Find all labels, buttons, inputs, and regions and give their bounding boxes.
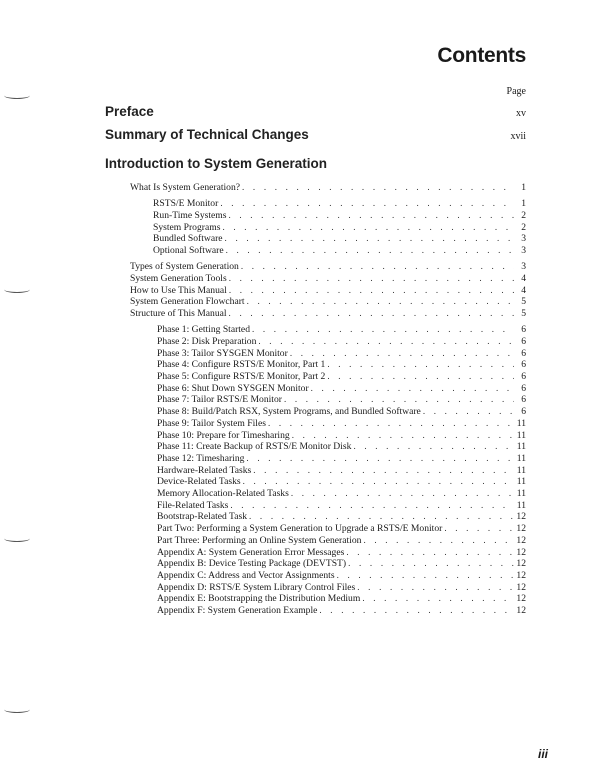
toc-entry <box>157 405 526 417</box>
toc-entry-page: 11 <box>516 452 526 464</box>
toc-entry <box>157 358 526 370</box>
toc-entry-title: File-Related Tasks <box>157 499 229 511</box>
dot-leader <box>327 358 514 370</box>
toc-entry-page: 11 <box>516 441 526 453</box>
dot-leader <box>284 393 514 405</box>
page-column-label: Page <box>506 86 526 97</box>
toc-entry-title: Appendix C: Address and Vector Assignments <box>157 569 335 581</box>
toc-entry-page: 12 <box>516 605 526 616</box>
dot-leader <box>229 284 514 296</box>
section-introduction <box>105 156 526 171</box>
dot-leader <box>290 347 514 359</box>
toc-entry <box>157 382 526 394</box>
dot-leader <box>258 335 514 347</box>
toc-entry-page: 11 <box>516 417 526 429</box>
toc-entry-title: Bundled Software <box>153 233 223 245</box>
section-page: xvii <box>510 131 526 142</box>
toc-entry-title: Phase 4: Configure RSTS/E Monitor, Part 1 <box>157 359 326 371</box>
dot-leader <box>220 197 514 209</box>
toc-entry-page: 11 <box>516 499 526 511</box>
toc-entry <box>157 429 526 441</box>
margin-mark <box>4 706 30 713</box>
toc-entry <box>153 209 526 221</box>
toc-entry <box>157 487 526 499</box>
toc-entry-page: 12 <box>516 569 526 581</box>
toc-entry-title: What Is System Generation? <box>130 182 241 193</box>
section-title: Summary of Technical Changes <box>105 127 309 142</box>
toc-entry-title: Appendix E: Bootstrapping the Distribution Medium <box>157 593 361 605</box>
dot-leader <box>311 382 514 394</box>
toc-entry <box>130 260 526 272</box>
toc-entry-page: 12 <box>516 523 526 535</box>
toc-entry-title: System Generation Flowchart <box>130 296 245 308</box>
toc-entry-title: Structure of This Manual <box>130 308 227 319</box>
margin-mark <box>4 286 30 293</box>
toc-entry-page: 6 <box>521 347 526 359</box>
toc-entry <box>157 347 526 359</box>
toc-entry <box>157 569 526 581</box>
toc-entry <box>153 232 526 244</box>
toc-entry-title: Phase 5: Configure RSTS/E Monitor, Part 2 <box>157 371 326 382</box>
toc-entry-page: 12 <box>516 511 526 523</box>
toc-entry-page: 3 <box>521 245 526 256</box>
toc-entry-page: 12 <box>516 593 526 605</box>
dot-leader <box>346 546 514 558</box>
dot-leader <box>226 244 514 256</box>
toc-entry-page: 4 <box>521 272 526 284</box>
dot-leader <box>362 592 514 604</box>
dot-leader <box>327 370 514 382</box>
dot-leader <box>249 510 514 522</box>
dot-leader <box>230 499 514 511</box>
toc-entry <box>157 499 526 511</box>
margin-mark <box>4 92 30 99</box>
dot-leader <box>229 307 514 319</box>
toc-entry-title: How to Use This Manual <box>130 284 227 296</box>
toc-entry-title: Optional Software <box>153 245 224 256</box>
toc-entry-title: Device-Related Tasks <box>157 476 241 488</box>
toc-entry <box>157 440 526 452</box>
toc-entry <box>153 197 526 209</box>
toc-entry <box>157 522 526 534</box>
section-title: Introduction to System Generation <box>105 156 328 171</box>
margin-mark <box>4 535 30 542</box>
toc-entry-page: 2 <box>521 209 526 221</box>
dot-leader <box>242 181 514 193</box>
toc-entry <box>157 464 526 476</box>
dot-leader <box>348 557 514 569</box>
dot-leader <box>247 295 514 307</box>
toc-entry-page: 5 <box>521 308 526 319</box>
toc-entry <box>157 335 526 347</box>
toc-entry-page: 11 <box>516 488 526 499</box>
toc-entry <box>153 221 526 233</box>
toc-entry-page: 6 <box>521 394 526 406</box>
toc-entry <box>157 592 526 604</box>
dot-leader <box>353 440 514 452</box>
toc-entry-page: 11 <box>516 464 526 476</box>
toc-entry-title: Phase 3: Tailor SYSGEN Monitor <box>157 347 288 359</box>
dot-leader <box>228 209 514 221</box>
toc-entry-title: Run-Time Systems <box>153 209 227 221</box>
dot-leader <box>292 429 514 441</box>
toc-entry-page: 1 <box>521 198 526 210</box>
toc-entry <box>157 581 526 593</box>
toc-entry-page: 6 <box>521 324 526 336</box>
dot-leader <box>363 534 514 546</box>
toc-entry-page: 4 <box>521 284 526 296</box>
toc-entry <box>130 295 526 307</box>
dot-leader <box>229 272 514 284</box>
dot-leader <box>319 604 514 616</box>
toc-entry <box>157 417 526 429</box>
dot-leader <box>423 405 514 417</box>
toc-entry-page: 6 <box>521 359 526 371</box>
section-preface <box>105 104 526 119</box>
toc-entry-title: Phase 11: Create Backup of RSTS/E Monitor Disk <box>157 441 352 453</box>
toc-entry-title: Phase 1: Getting Started <box>157 324 250 336</box>
toc-entry-title: Appendix D: RSTS/E System Library Control Files <box>157 581 356 593</box>
toc-entry <box>157 546 526 558</box>
section-summary <box>105 127 526 142</box>
toc-entry <box>157 452 526 464</box>
toc-entry <box>157 510 526 522</box>
toc-entry-title: Phase 9: Tailor System Files <box>157 417 266 429</box>
toc-entry-title: Phase 2: Disk Preparation <box>157 335 257 347</box>
toc-entry-title: System Generation Tools <box>130 272 227 284</box>
toc-entry-title: Types of System Generation <box>130 261 239 273</box>
toc-entry-title: Phase 6: Shut Down SYSGEN Monitor <box>157 382 309 394</box>
section-title: Preface <box>105 104 154 119</box>
page-title: Contents <box>437 44 526 67</box>
toc-entry-title: Part Three: Performing an Online System Generation <box>157 534 362 546</box>
toc-entry-title: Hardware-Related Tasks <box>157 464 252 476</box>
toc-entry <box>157 323 526 335</box>
page-number: iii <box>537 747 548 761</box>
toc-entry-page: 2 <box>521 221 526 233</box>
toc-entry-page: 6 <box>521 371 526 382</box>
toc-entry-title: Appendix F: System Generation Example <box>157 605 318 616</box>
dot-leader <box>225 232 514 244</box>
dot-leader <box>246 452 514 464</box>
toc-entry-page: 3 <box>521 261 526 273</box>
toc-entry <box>153 244 526 256</box>
toc-entry-title: Phase 8: Build/Patch RSX, System Programs, and Bundled Software <box>157 406 421 418</box>
dot-leader <box>268 417 514 429</box>
toc-entry <box>130 284 526 296</box>
dot-leader <box>241 260 514 272</box>
toc-entry-title: Phase 10: Prepare for Timesharing <box>157 429 290 441</box>
toc-entry-title: System Programs <box>153 221 221 233</box>
toc-entry-title: Bootstrap-Related Task <box>157 511 248 523</box>
toc-entry-page: 11 <box>516 476 526 488</box>
toc-entry <box>157 370 526 382</box>
toc-entry <box>157 475 526 487</box>
toc-entry-title: Phase 7: Tailor RSTS/E Monitor <box>157 394 282 406</box>
toc-entry-page: 12 <box>516 546 526 558</box>
toc-entry-title: Appendix B: Device Testing Package (DEVTST) <box>157 558 347 570</box>
toc-entry-page: 11 <box>516 429 526 441</box>
toc-entry-page: 1 <box>521 182 526 193</box>
toc-entry <box>130 307 526 319</box>
toc-entry <box>157 604 526 616</box>
dot-leader <box>444 522 514 534</box>
toc-entry-page: 12 <box>516 581 526 593</box>
dot-leader <box>291 487 514 499</box>
dot-leader <box>357 581 514 593</box>
dot-leader <box>243 475 514 487</box>
toc-entry-page: 6 <box>521 382 526 394</box>
dot-leader <box>253 464 514 476</box>
toc-entry-title: Memory Allocation-Related Tasks <box>157 488 289 499</box>
dot-leader <box>337 569 514 581</box>
section-page: xv <box>516 108 526 119</box>
toc-entry-page: 6 <box>521 335 526 347</box>
toc-entry <box>157 534 526 546</box>
toc-entry-page: 5 <box>521 296 526 308</box>
dot-leader <box>222 221 514 233</box>
toc-entry-page: 3 <box>521 233 526 245</box>
toc-entry-title: Phase 12: Timesharing <box>157 452 245 464</box>
toc-entry-title: RSTS/E Monitor <box>153 198 219 210</box>
toc-entry <box>130 272 526 284</box>
toc-entry <box>157 557 526 569</box>
toc-entry-title: Appendix A: System Generation Error Messages <box>157 546 345 558</box>
toc-entry <box>130 181 526 193</box>
toc-entry-page: 6 <box>521 406 526 418</box>
toc-entry <box>157 393 526 405</box>
toc-entry-title: Part Two: Performing a System Generation to Upgrade a RSTS/E Monitor <box>157 523 443 535</box>
toc-entry-page: 12 <box>516 534 526 546</box>
dot-leader <box>252 323 514 335</box>
toc-entry-page: 12 <box>516 558 526 570</box>
